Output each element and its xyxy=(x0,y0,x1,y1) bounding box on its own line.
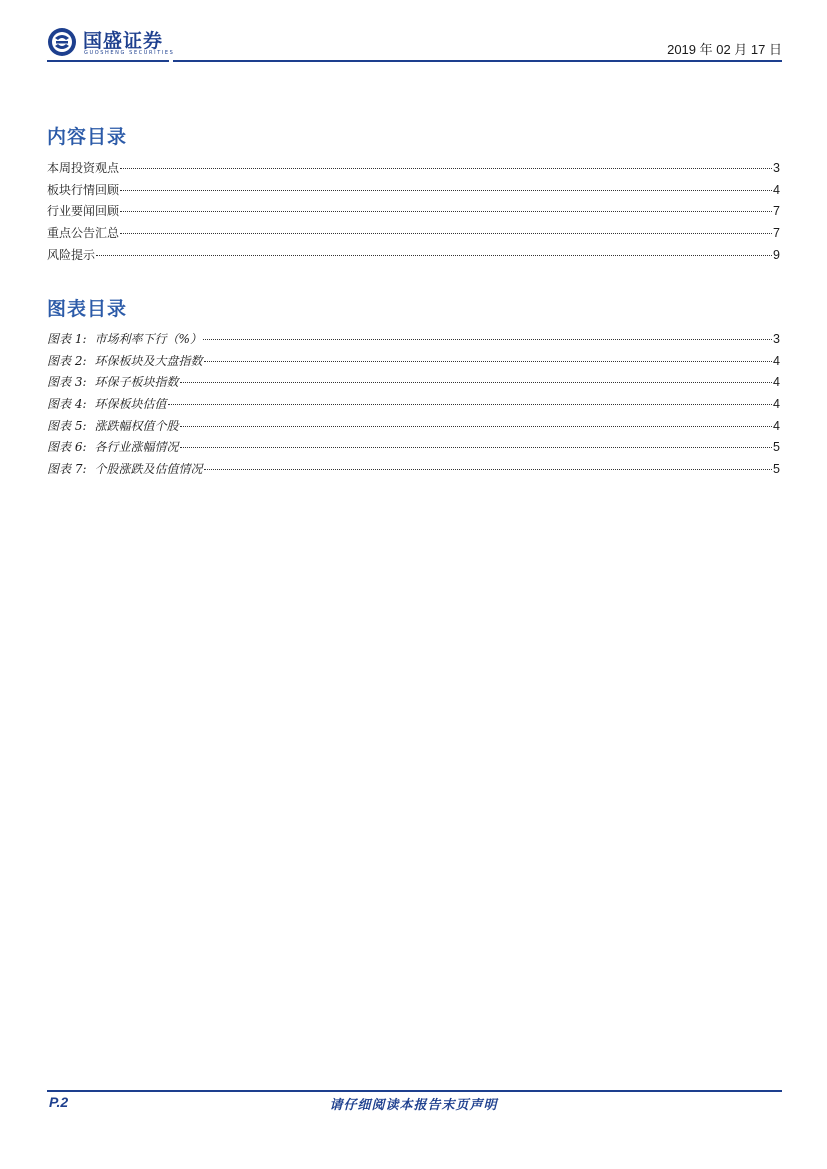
header-divider-gap xyxy=(169,60,173,62)
figure-number: 图表 5: xyxy=(47,418,87,433)
toc-leader-dots xyxy=(120,167,772,169)
figure-caption: 环保板块估值 xyxy=(94,397,167,412)
toc-leader-dots xyxy=(120,210,772,212)
figure-toc-page: 3 xyxy=(773,332,780,346)
logo-text-cn: 国盛证券 xyxy=(83,30,164,52)
figure-toc-page: 4 xyxy=(773,397,780,412)
toc-item[interactable] xyxy=(47,223,780,245)
toc-leader-dots xyxy=(180,425,773,427)
toc-item-page: 3 xyxy=(773,161,780,175)
figure-toc-page: 4 xyxy=(773,375,780,390)
toc-leader-dots xyxy=(204,468,773,470)
figure-number: 图表 6: xyxy=(47,440,87,455)
toc-leader-dots xyxy=(180,446,773,448)
figure-number: 图表 4: xyxy=(47,397,87,412)
figures-title: 图表目录 xyxy=(47,298,128,320)
toc-leader-dots xyxy=(120,232,772,234)
figure-toc-label xyxy=(47,437,179,459)
figure-toc-item[interactable] xyxy=(47,372,780,394)
figure-toc-page: 4 xyxy=(773,353,780,368)
logo-text-en: GUOSHENG SECURITIES xyxy=(84,50,175,56)
figure-toc-label xyxy=(47,459,203,481)
toc-item-page: 9 xyxy=(773,247,780,262)
figure-number: 图表 2: xyxy=(47,353,87,368)
contents-list xyxy=(47,158,780,266)
toc-item-page: 4 xyxy=(773,182,780,197)
figure-toc-item[interactable] xyxy=(47,394,780,416)
toc-item-page: 7 xyxy=(773,204,780,219)
figure-toc-page: 5 xyxy=(773,440,780,455)
figure-toc-item[interactable] xyxy=(47,416,780,438)
toc-item-label: 重点公告汇总 xyxy=(47,226,120,241)
toc-leader-dots xyxy=(203,338,772,340)
figure-toc-label xyxy=(47,416,179,438)
figure-toc-label xyxy=(47,372,179,394)
figure-toc-item[interactable] xyxy=(47,437,780,459)
toc-leader-dots xyxy=(180,381,773,383)
company-logo xyxy=(47,24,177,60)
figure-toc-label xyxy=(47,351,203,373)
toc-item[interactable] xyxy=(47,201,780,223)
toc-item-page: 7 xyxy=(773,226,780,241)
toc-item[interactable] xyxy=(47,180,780,202)
figure-number: 图表 7: xyxy=(47,462,87,477)
figure-toc-item[interactable] xyxy=(47,459,780,481)
figure-toc-label xyxy=(47,394,167,416)
toc-item-label: 本周投资观点 xyxy=(47,161,120,175)
figure-toc-label xyxy=(47,329,202,351)
footer-page-number: P.2 xyxy=(49,1094,69,1110)
figure-caption: 涨跌幅权值个股 xyxy=(94,418,179,433)
figure-toc-item[interactable] xyxy=(47,329,780,351)
toc-item-label: 风险提示 xyxy=(47,247,96,262)
figure-toc-item[interactable] xyxy=(47,351,780,373)
figure-caption: 环保子板块指数 xyxy=(94,375,179,390)
logo-mark-icon xyxy=(47,27,77,57)
figure-toc-page: 4 xyxy=(773,418,780,433)
toc-item-label: 行业要闻回顾 xyxy=(47,204,120,219)
footer-disclaimer-notice: 请仔细阅读本报告末页声明 xyxy=(329,1098,498,1113)
toc-leader-dots xyxy=(168,403,773,405)
figure-number: 图表 3: xyxy=(47,375,87,390)
toc-item[interactable] xyxy=(47,245,780,267)
report-date: 2019 年 02 月 17 日 xyxy=(667,42,782,57)
toc-leader-dots xyxy=(204,360,773,362)
figures-list xyxy=(47,329,780,481)
toc-item[interactable] xyxy=(47,158,780,180)
header-divider xyxy=(47,60,782,62)
figure-toc-page: 5 xyxy=(773,462,780,477)
page-header xyxy=(47,24,782,62)
figure-caption: 个股涨跌及估值情况 xyxy=(94,462,203,477)
figure-caption: 环保板块及大盘指数 xyxy=(94,353,203,368)
contents-title: 内容目录 xyxy=(47,126,128,148)
toc-leader-dots xyxy=(120,189,772,191)
figure-caption: 市场利率下行（%） xyxy=(94,332,202,346)
figure-number: 图表 1: xyxy=(47,332,87,346)
toc-item-label: 板块行情回顾 xyxy=(47,182,120,197)
footer-divider xyxy=(47,1090,782,1092)
figure-caption: 各行业涨幅情况 xyxy=(94,440,179,455)
toc-leader-dots xyxy=(96,254,772,256)
